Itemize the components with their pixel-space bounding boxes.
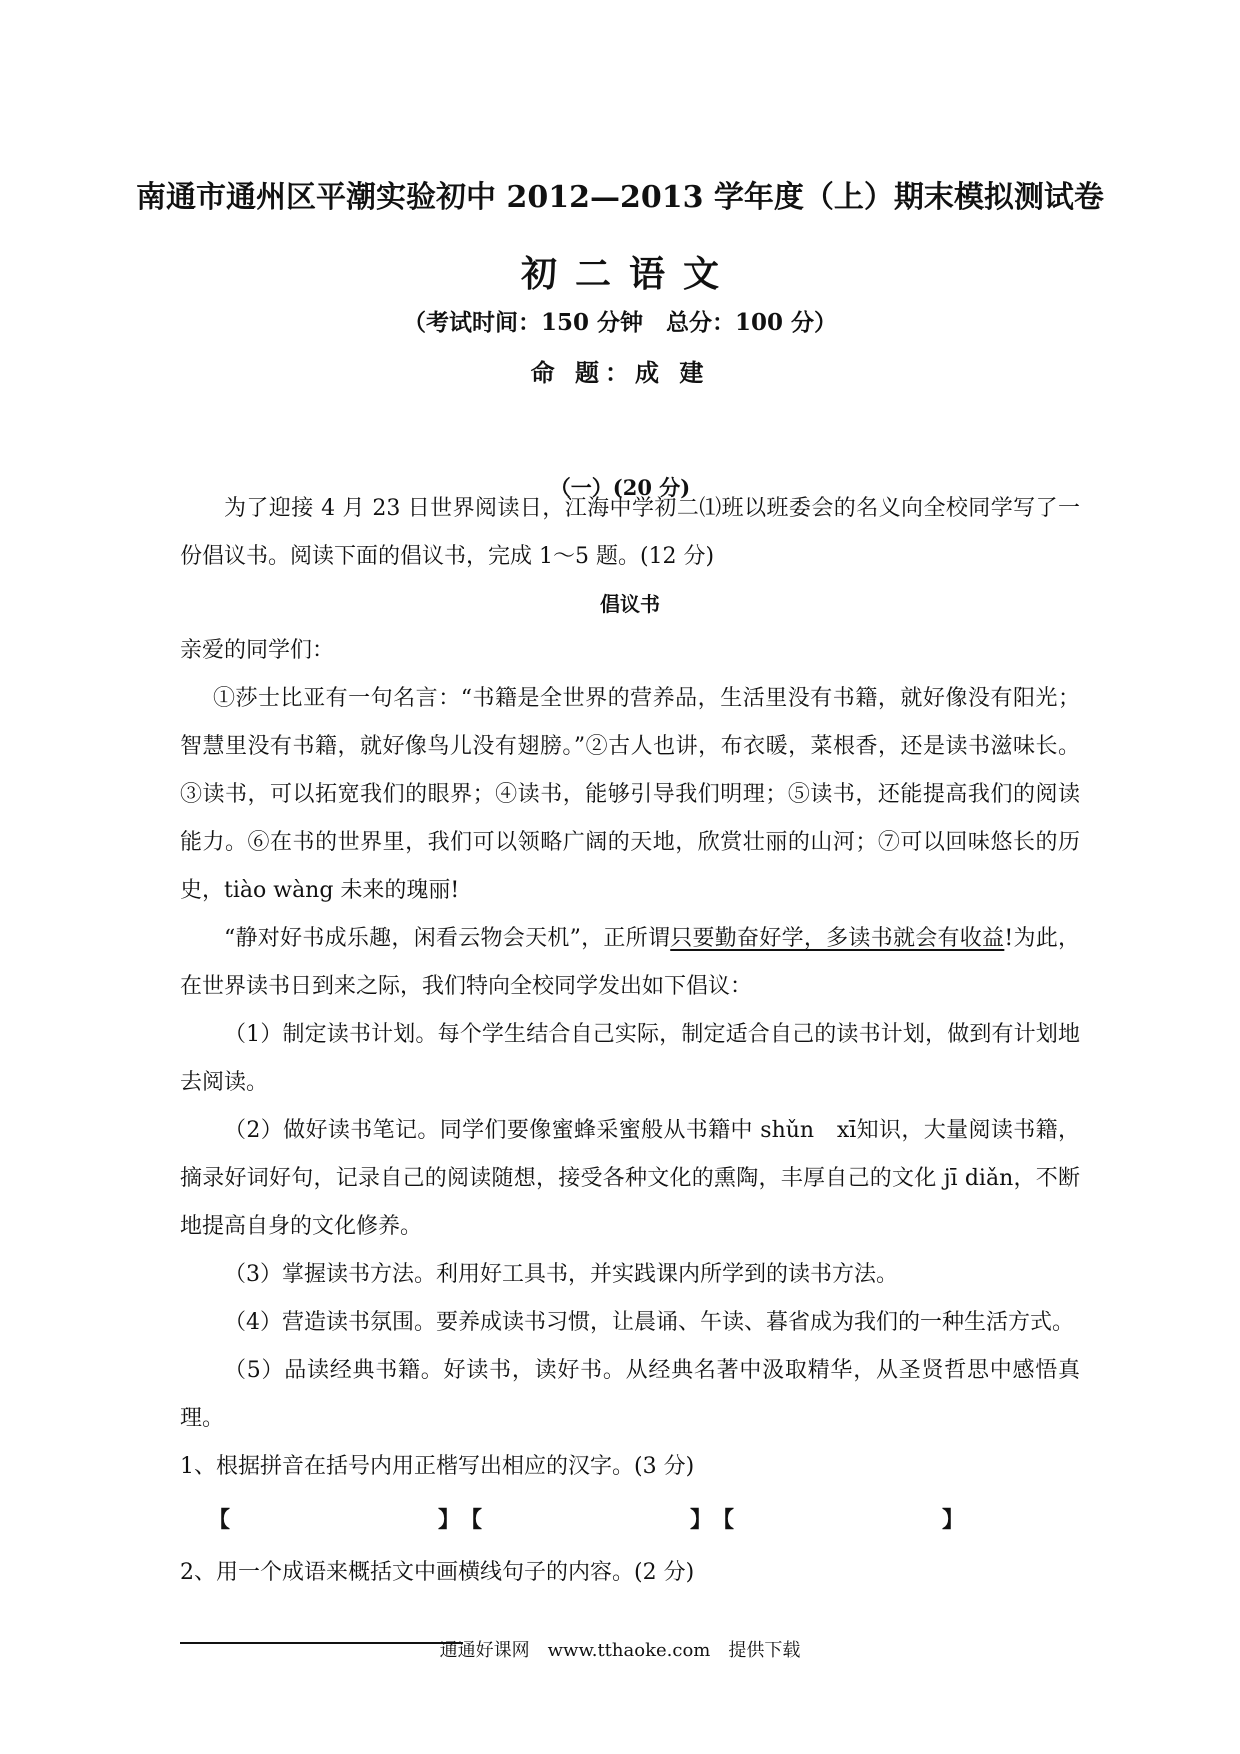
answer-bracket[interactable] [208, 1496, 460, 1544]
bracket-open: 【 [460, 1507, 483, 1533]
subject-heading [0, 246, 1240, 297]
answer-bracket[interactable] [460, 1496, 712, 1544]
proposal-paragraph-2 [180, 915, 1080, 1011]
paragraph-text: “静对好书成乐趣，闲看云物会天机”，正所谓 [224, 926, 671, 951]
underlined-sentence: 只要勤奋好学，多读书就会有收益 [670, 926, 1005, 951]
salutation: 亲爱的同学们： [180, 638, 335, 663]
proposal-item: （1）制定读书计划。每个学生结合自己实际，制定适合自己的读书计划，做到有计划地去阅读。 [180, 1022, 1080, 1095]
exam-title: 南通市通州区平潮实验初中 2012—2013 学年度（上）期末模拟测试卷 [136, 180, 1104, 215]
bracket-open: 【 [712, 1507, 735, 1533]
proposal-item: （4）营造读书氛围。要养成读书习惯，让晨诵、午读、暮省成为我们的一种生活方式。 [224, 1310, 1074, 1335]
proposal-item: （5）品读经典书籍。好读书，读好书。从经典名著中汲取精华，从圣贤哲思中感悟真理。 [180, 1358, 1080, 1431]
paragraph-text: !为此，在世界读书日到来之际，我们特向全校同学发出如下倡议： [180, 926, 1080, 999]
bracket-close: 】 [437, 1507, 460, 1533]
subject-char: 语 [629, 253, 666, 295]
bracket-close: 】 [941, 1507, 964, 1533]
answer-bracket[interactable] [712, 1496, 964, 1544]
subject-char: 二 [574, 253, 611, 295]
question-1: 1、根据拼音在括号内用正楷写出相应的汉字。(3 分) [180, 1454, 695, 1479]
proposal-paragraph-1: ①莎士比亚有一句名言：“书籍是全世界的营养品，生活里没有书籍，就好像没有阳光；智慧里没有书籍，就好像鸟儿没有翅膀。”②古人也讲，布衣暖，菜根香，还是读书滋味长。③读书，可以拓宽我们的眼界；④读书，能够引导我们明理；⑤读书，还能提高我们的阅读能力。⑥在书的世界里，我们可以领略广阔的天地，欣赏壮丽的山河；⑦可以回味悠长的历史，tiào wàng 未来的瑰丽! [180, 686, 1080, 903]
section-intro: 为了迎接 4 月 23 日世界阅读日，江海中学初二⑴班以班委会的名义向全校同学写了一份倡议书。阅读下面的倡议书，完成 1～5 题。(12 分) [180, 496, 1080, 569]
reading-content [180, 485, 1080, 1644]
subject-char: 初 [520, 253, 557, 295]
page-footer: 通通好课网 www.tthaoke.com 提供下载 [439, 1640, 801, 1661]
proposal-item: （3）掌握读书方法。利用好工具书，并实践课内所学到的读书方法。 [224, 1262, 898, 1287]
question-2: 2、用一个成语来概括文中画横线句子的内容。(2 分) [180, 1560, 695, 1585]
exam-author: 命 题：成 建 [530, 358, 710, 387]
proposal-title: 倡议书 [600, 592, 660, 616]
bracket-open: 【 [208, 1507, 231, 1533]
section-heading: （一）(20 分) [549, 475, 691, 500]
answer-brackets [180, 1491, 1080, 1549]
bracket-close: 】 [689, 1507, 712, 1533]
exam-info: （考试时间：150 分钟 总分：100 分） [402, 309, 838, 336]
subject-char: 文 [683, 253, 720, 295]
proposal-item: （2）做好读书笔记。同学们要像蜜蜂采蜜般从书籍中 shǔn xī知识，大量阅读书籍，摘录好词好句，记录自己的阅读随想，接受各种文化的熏陶，丰厚自己的文化 jī diǎn，不断地提高自身的文化修养。 [180, 1118, 1080, 1239]
